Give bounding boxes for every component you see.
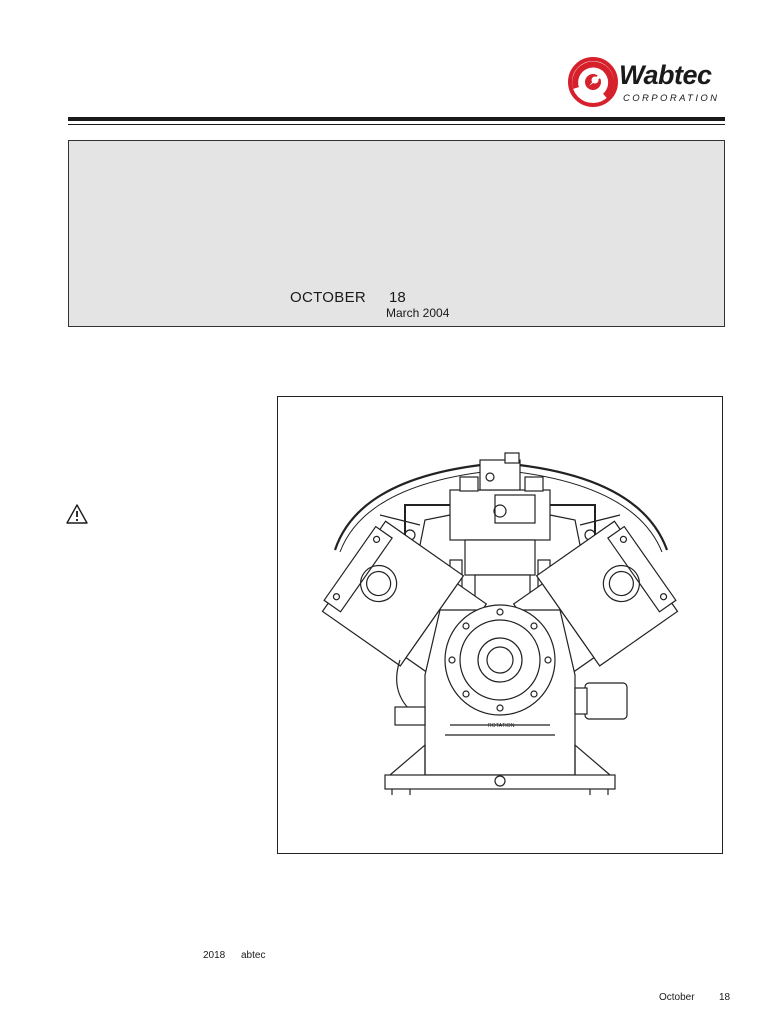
warning-triangle-icon: [66, 504, 88, 524]
original-date: March 2004: [386, 306, 450, 320]
copyright-year: 2018: [203, 950, 226, 961]
copyright-name: abtec: [241, 950, 266, 961]
revision-month: OCTOBER: [290, 289, 367, 306]
revision-day: 18: [389, 289, 406, 306]
header-rule-thin: [68, 124, 725, 125]
compressor-illustration: [300, 445, 700, 805]
rotation-label: ROTATION: [488, 723, 515, 729]
footer-month: October: [659, 992, 695, 1003]
logo-subtitle: CORPORATION: [623, 93, 720, 104]
footer-day: 18: [719, 992, 731, 1003]
header-rule-thick: [68, 117, 725, 121]
logo-wordmark: Wabtec: [619, 60, 712, 90]
